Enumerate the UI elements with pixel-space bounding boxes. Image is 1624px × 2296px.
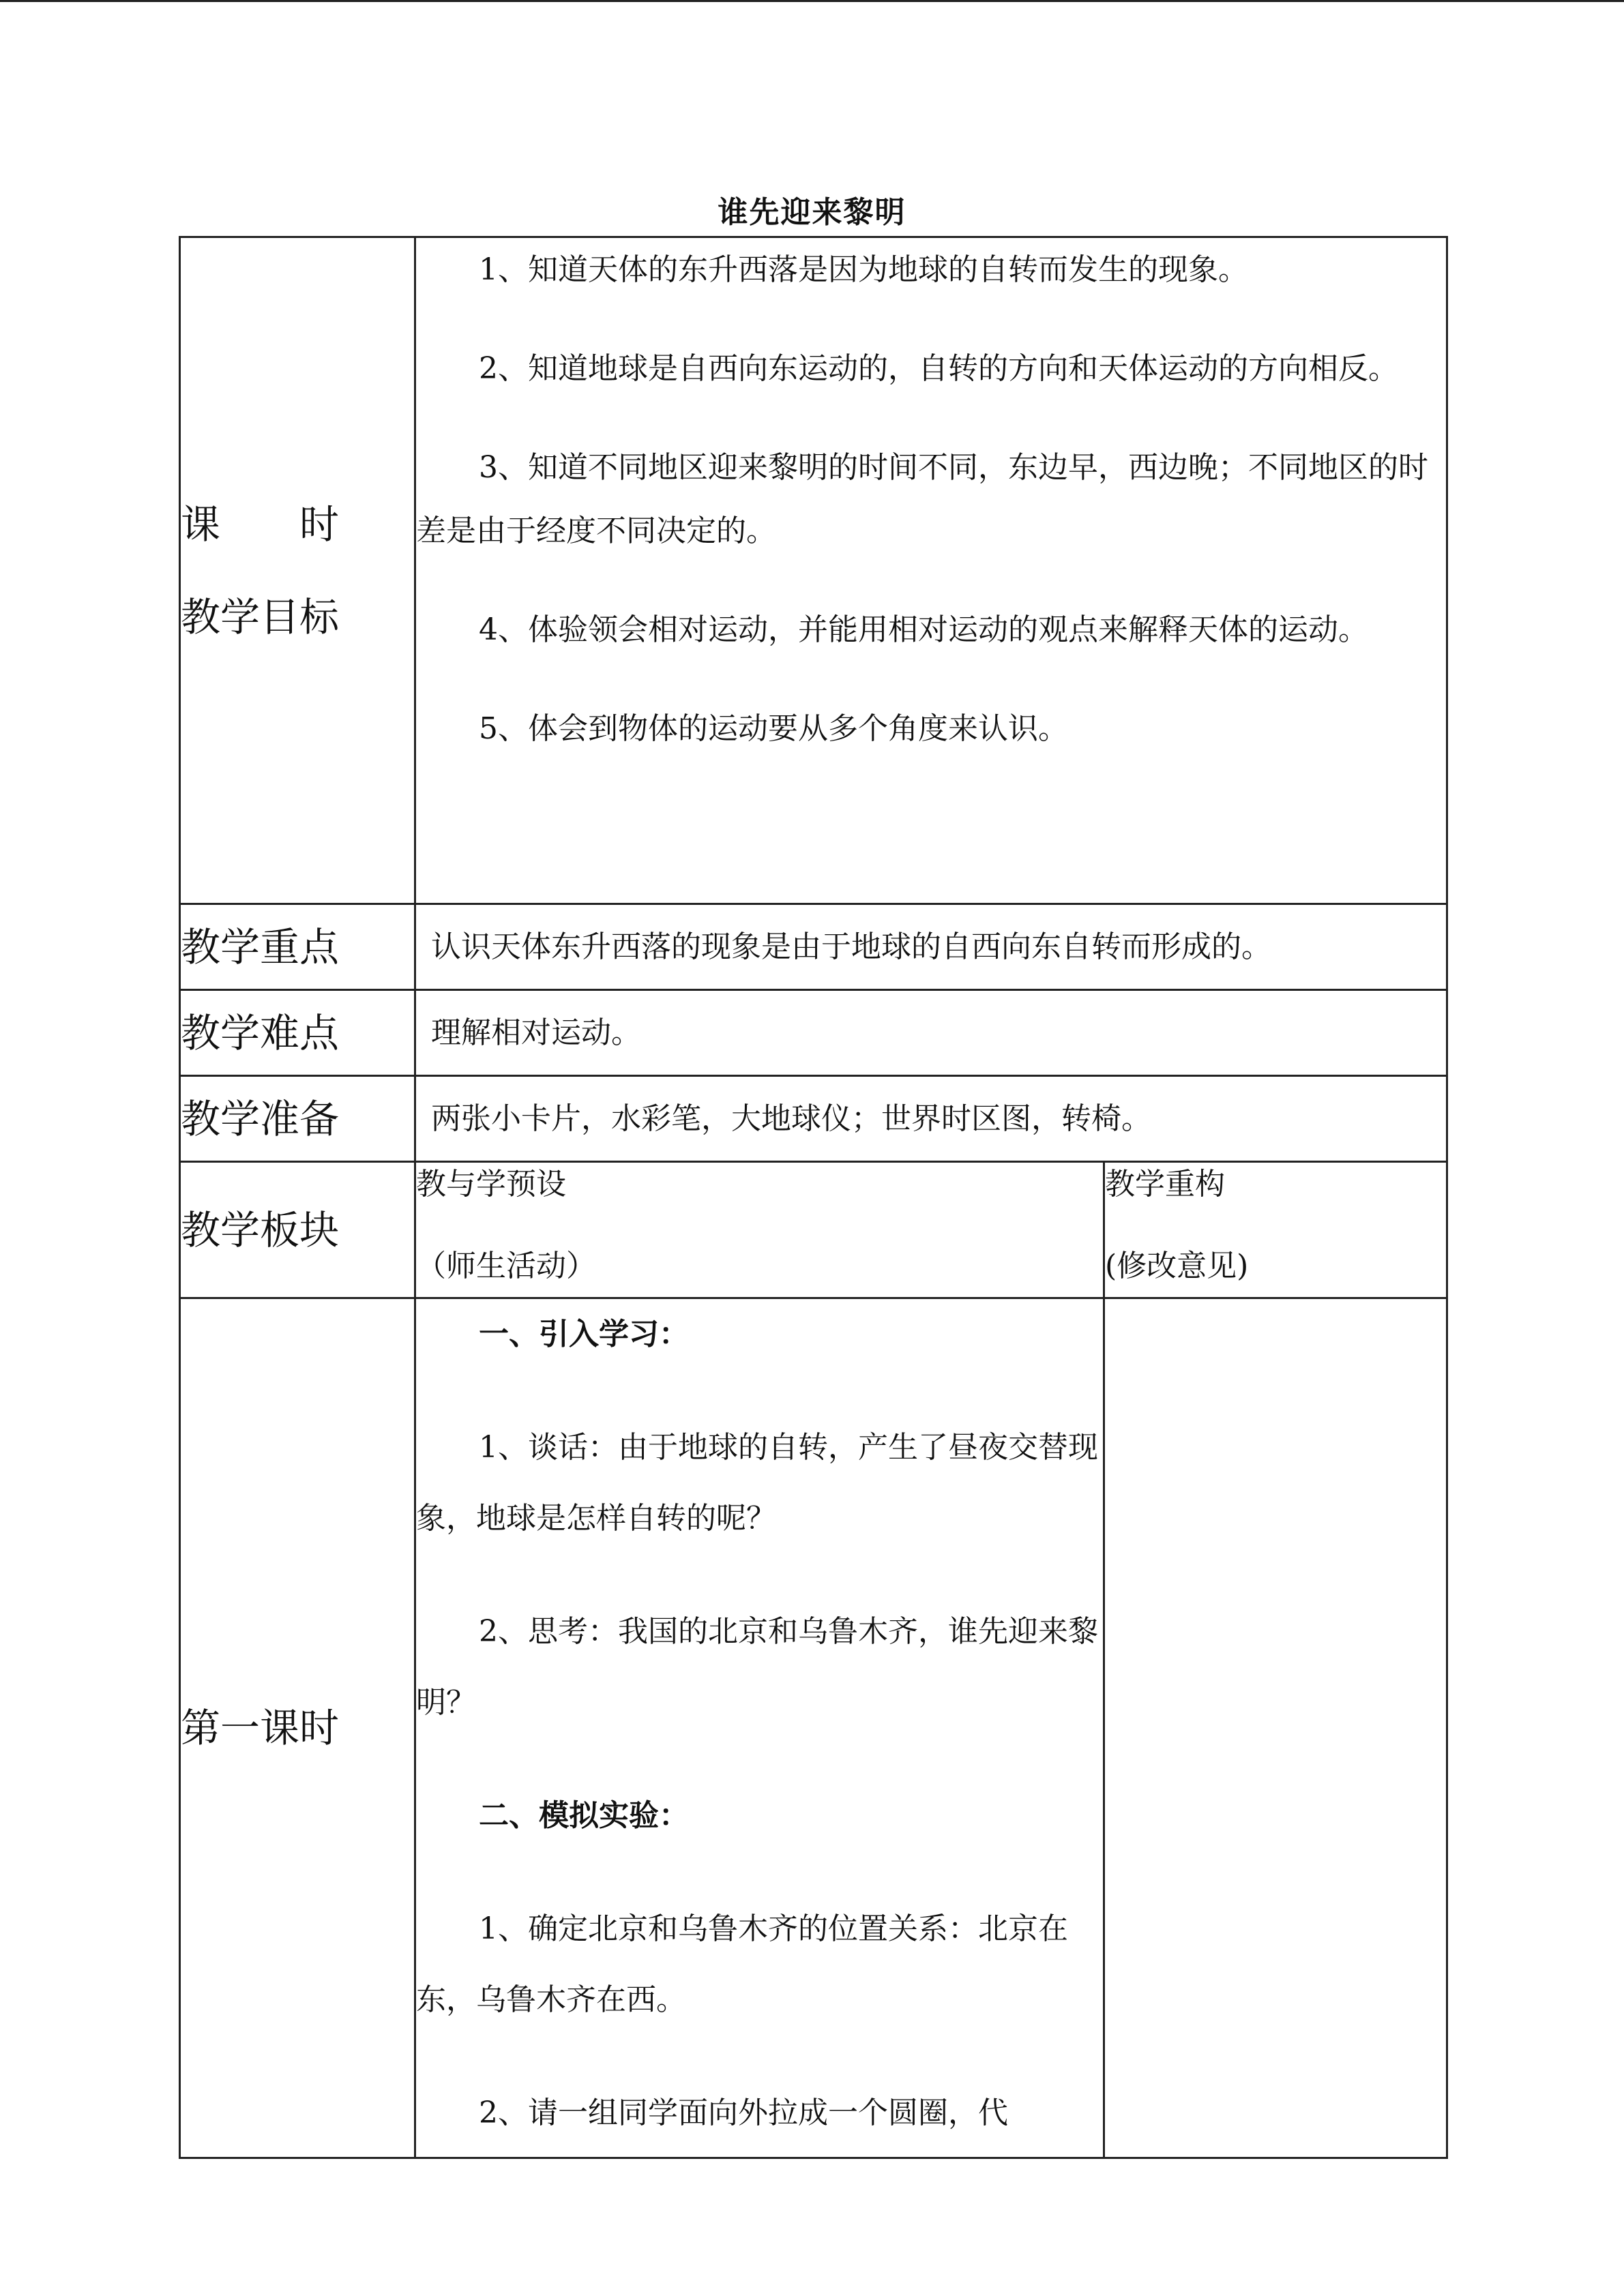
lesson1-label: 第一课时: [180, 1298, 415, 2158]
difficulty-text: 理解相对运动。: [415, 990, 1447, 1076]
lesson1-content-cell: [415, 1298, 1104, 2158]
header-row: [180, 1162, 1447, 1298]
objective-item: 2、知道地球是自西向东运动的，自转的方向和天体运动的方向相反。: [479, 351, 1398, 386]
objectives-row: [180, 237, 1447, 904]
objectives-label-cell: [180, 237, 415, 904]
lesson-plan-table: [179, 236, 1448, 2159]
section-heading: 二、模拟实验：: [479, 1798, 689, 1833]
section-heading: 一、引入学习：: [479, 1317, 689, 1352]
label-char-ke: 课: [181, 501, 221, 548]
preparation-text: 两张小卡片，水彩笔，大地球仪；世界时区图，转椅。: [415, 1076, 1447, 1162]
preparation-label: 教学准备: [180, 1076, 415, 1162]
objective-item: 3、知道不同地区迎来黎明的时间不同，东边早，西边晚；不同地区的时差是由于经度不同决定的。: [416, 450, 1428, 548]
revision-title: 教学重构: [1105, 1167, 1225, 1202]
key-point-row: [180, 904, 1447, 990]
preset-subtitle: （师生活动）: [416, 1249, 596, 1283]
preparation-row: [180, 1076, 1447, 1162]
lesson1-revision-cell: [1104, 1298, 1447, 2158]
activity-item: 2、请一组同学面向外拉成一个圆圈，代: [479, 2096, 1008, 2130]
objective-item: 5、体会到物体的运动要从多个角度来认识。: [479, 711, 1068, 746]
preset-header-cell: [415, 1162, 1104, 1298]
objective-item: 1、知道天体的东升西落是因为地球的自转而发生的现象。: [479, 252, 1248, 287]
objective-item: 4、体验领会相对运动，并能用相对运动的观点来解释天体的运动。: [479, 612, 1368, 647]
document-title: 谁先迎来黎明: [718, 195, 906, 230]
activity-item: 2、思考：我国的北京和乌鲁木齐，谁先迎来黎明？: [416, 1614, 1098, 1720]
preset-title: 教与学预设: [416, 1167, 566, 1202]
key-point-label: 教学重点: [180, 904, 415, 990]
revision-header-cell: [1104, 1162, 1447, 1298]
difficulty-label: 教学难点: [180, 990, 415, 1076]
objectives-label-line2: 教学目标: [181, 593, 340, 640]
difficulty-row: [180, 990, 1447, 1076]
revision-subtitle: (修改意见): [1105, 1249, 1249, 1283]
objectives-content-cell: [415, 237, 1447, 904]
lesson1-row: [180, 1298, 1447, 2158]
activity-item: 1、确定北京和乌鲁木齐的位置关系：北京在东，乌鲁木齐在西。: [416, 1911, 1068, 2017]
top-border-line: [0, 0, 1624, 2]
section-label: 教学板块: [180, 1162, 415, 1298]
key-point-text: 认识天体东升西落的现象是由于地球的自西向东自转而形成的。: [415, 904, 1447, 990]
activity-item: 1、谈话：由于地球的自转，产生了昼夜交替现象，地球是怎样自转的呢？: [416, 1430, 1098, 1536]
objectives-label-line1: [181, 503, 339, 546]
label-char-shi: 时: [299, 501, 339, 548]
